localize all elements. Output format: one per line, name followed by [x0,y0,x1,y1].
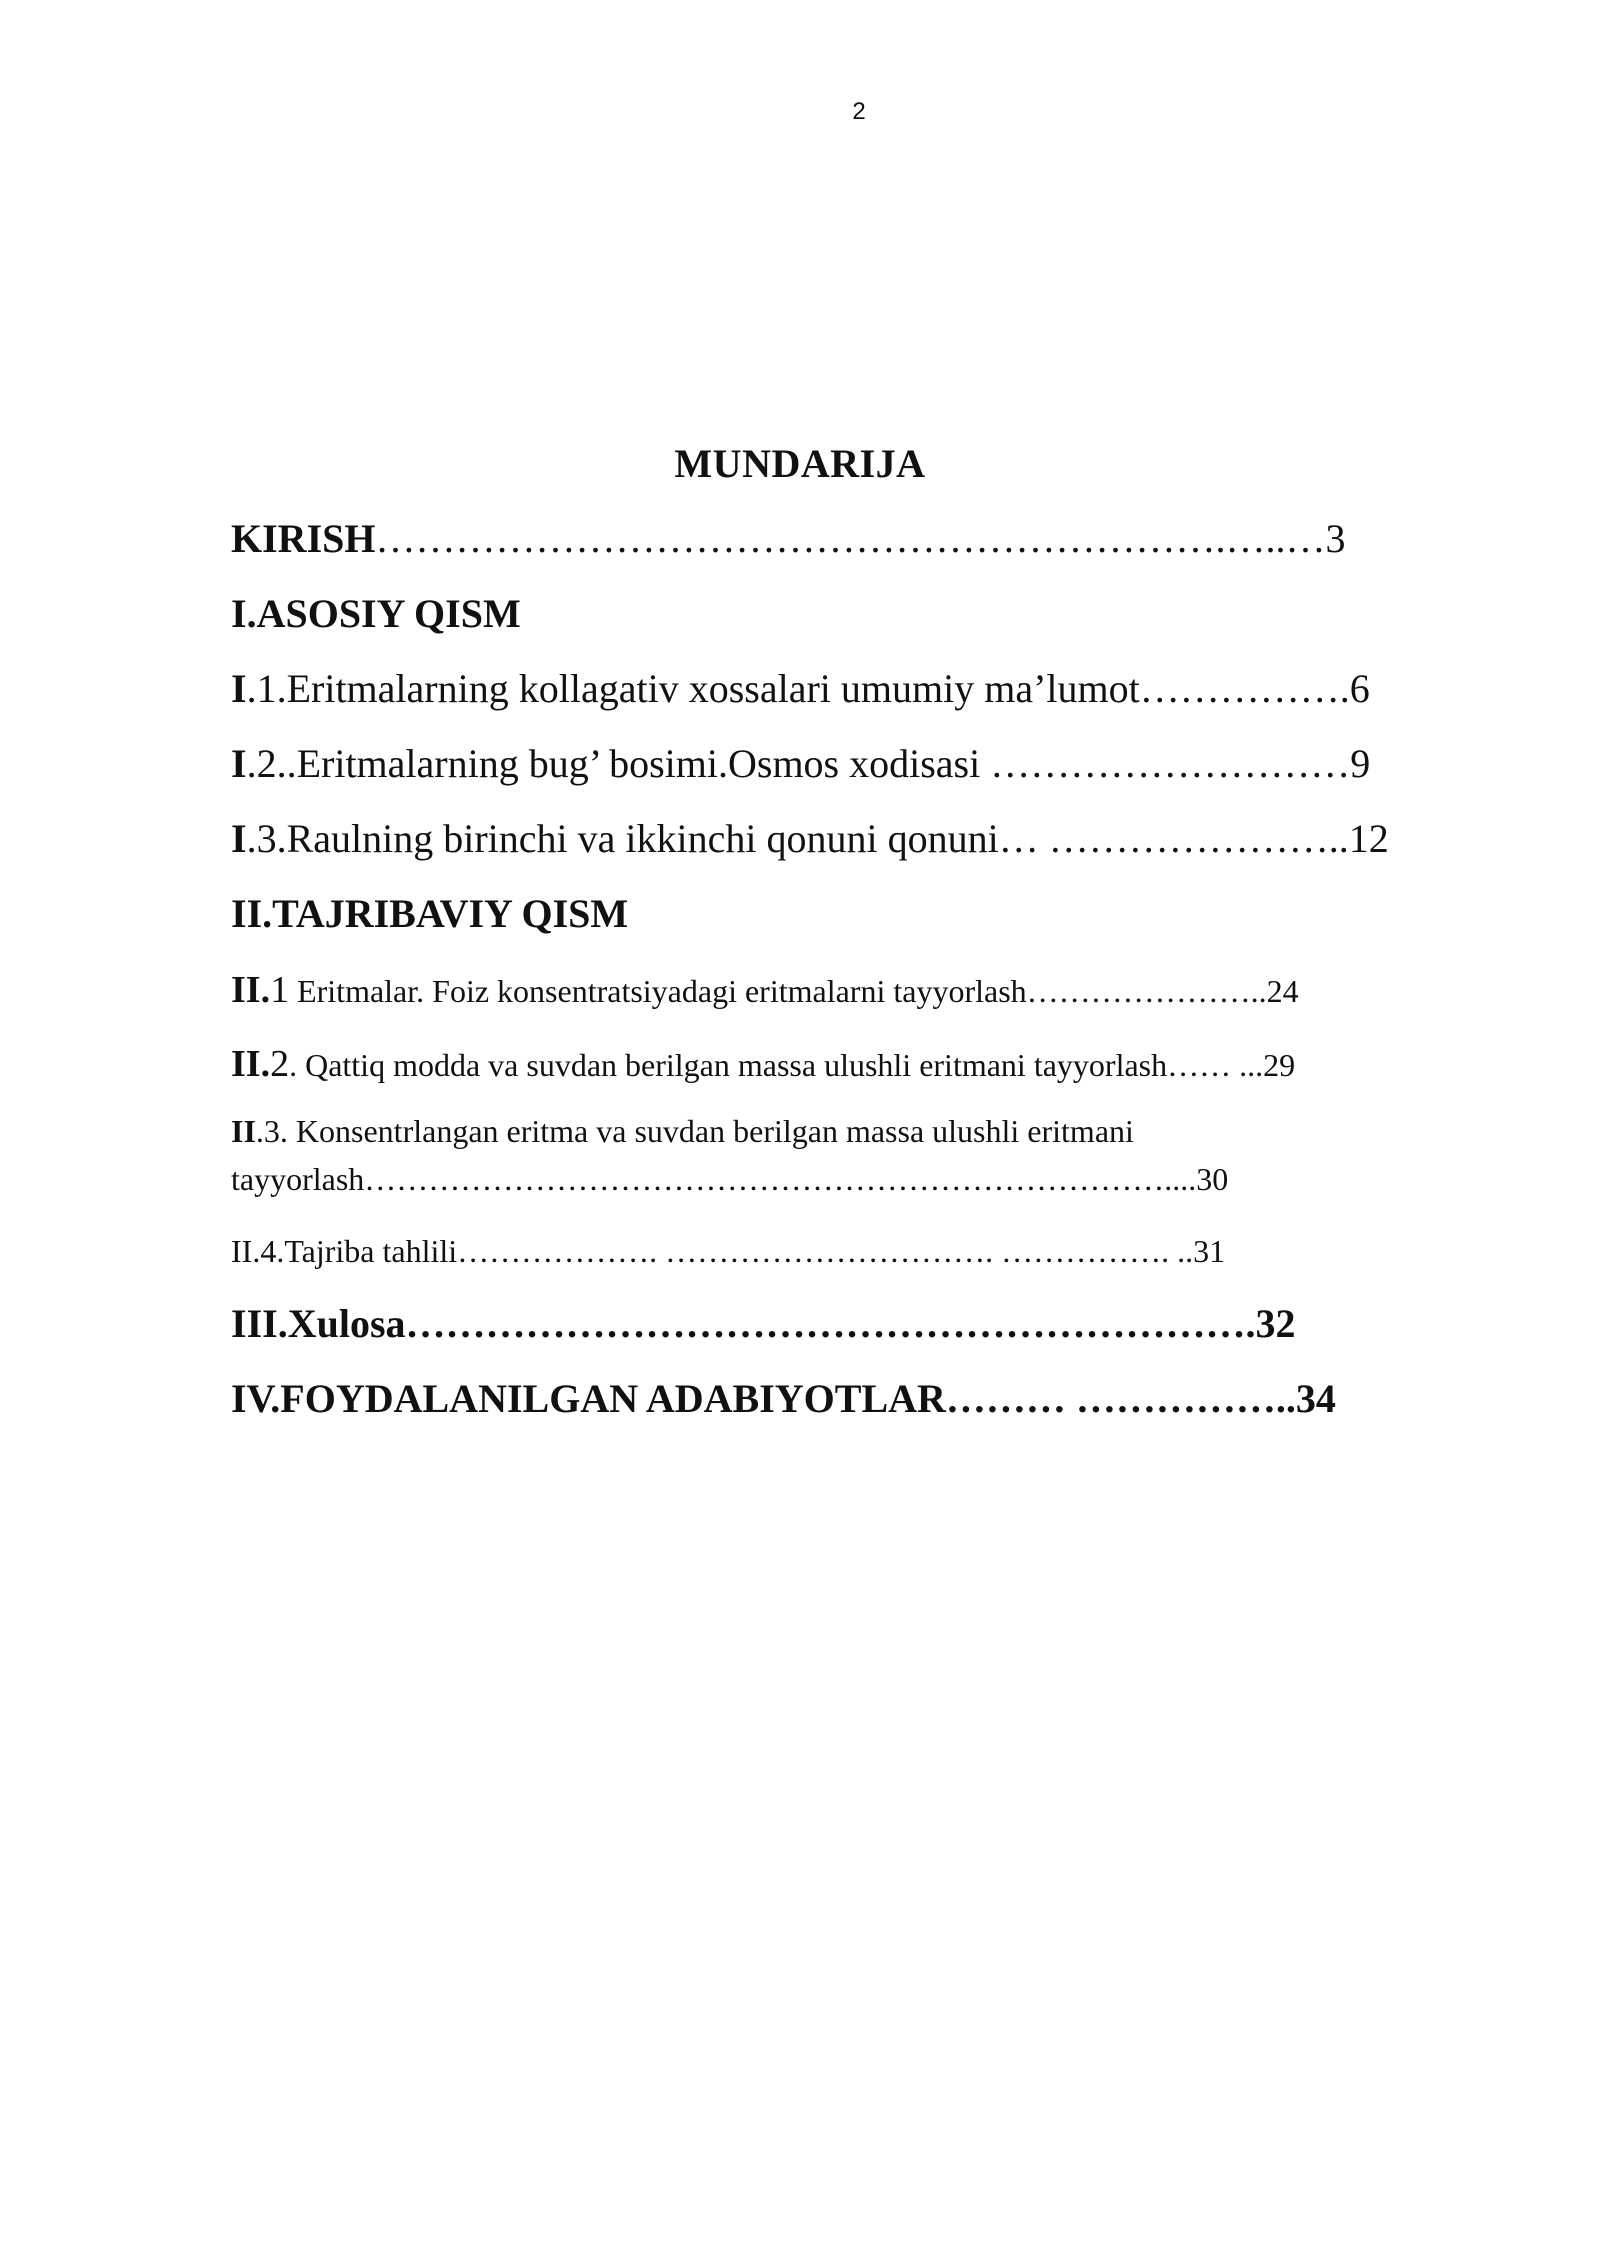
toc-entry-text: Eritmalar. Foiz konsentratsiyadagi eritmalarni tayyorlash…………………..24 [289,973,1299,1009]
toc-entry-number: 2 [270,1043,290,1085]
toc-title: MUNDARIJA [674,441,926,486]
toc-entry-marker: I [231,741,247,786]
toc-entry-i3 [231,815,1389,862]
page-number: 2 [852,98,866,125]
toc-entry-text: . Qattiq modda va suvdan berilgan massa ulushli eritmani tayyorlash…… ...29 [289,1047,1296,1083]
toc-heading-asosiy-qism: I.ASOSIY QISM [231,591,521,636]
toc-entry-number: 1 [270,969,290,1011]
toc-entry-ii4: II.4.Tajriba tahlili………………. …………………………. ……………. ..31 [231,1233,1226,1269]
toc-entry-marker: II. [231,969,271,1011]
toc-entry-text: .3.Raulning birinchi va ikkinchi qonuni qonuni… …………………..12 [246,816,1389,861]
toc-entry-ii3-line2: tayyorlash…………………………………………………………………....30 [231,1161,1229,1197]
toc-heading-tajribaviy-qism: II.TAJRIBAVIY QISM [231,891,629,936]
toc-entry-marker: II [231,1113,256,1149]
toc-entry-xulosa: III.Xulosa……………………………………………………….32 [231,1301,1296,1346]
toc-entry-text: .3. Konsentrlangan eritma va suvdan berilgan massa ulushli eritmani [255,1113,1134,1149]
toc-entry-marker: I [231,816,247,861]
toc-entry-i2 [231,740,1370,787]
toc-entry-ii1 [231,968,1299,1012]
toc-entry-marker: I [231,666,247,711]
toc-entry-label: KIRISH [231,516,376,561]
toc-entry-page: 3 [1325,516,1346,561]
toc-entry-leader: ……………………………………………………….…..… [375,516,1326,561]
toc-entry-marker: II. [231,1043,271,1085]
toc-entry-kirish [231,515,1346,562]
toc-entry-ii3-line1 [231,1113,1134,1150]
toc-entry-adabiyotlar: IV.FOYDALANILGAN ADABIYOTLAR……… ……………..34 [231,1376,1336,1421]
toc-entry-text: .1.Eritmalarning kollagativ xossalari umumiy ma’lumot…………….6 [246,666,1370,711]
toc-entry-ii2 [231,1042,1295,1086]
toc-entry-i1 [231,665,1370,712]
toc-entry-text: .2..Eritmalarning bug’ bosimi.Osmos xodisasi ………………………9 [246,741,1371,786]
